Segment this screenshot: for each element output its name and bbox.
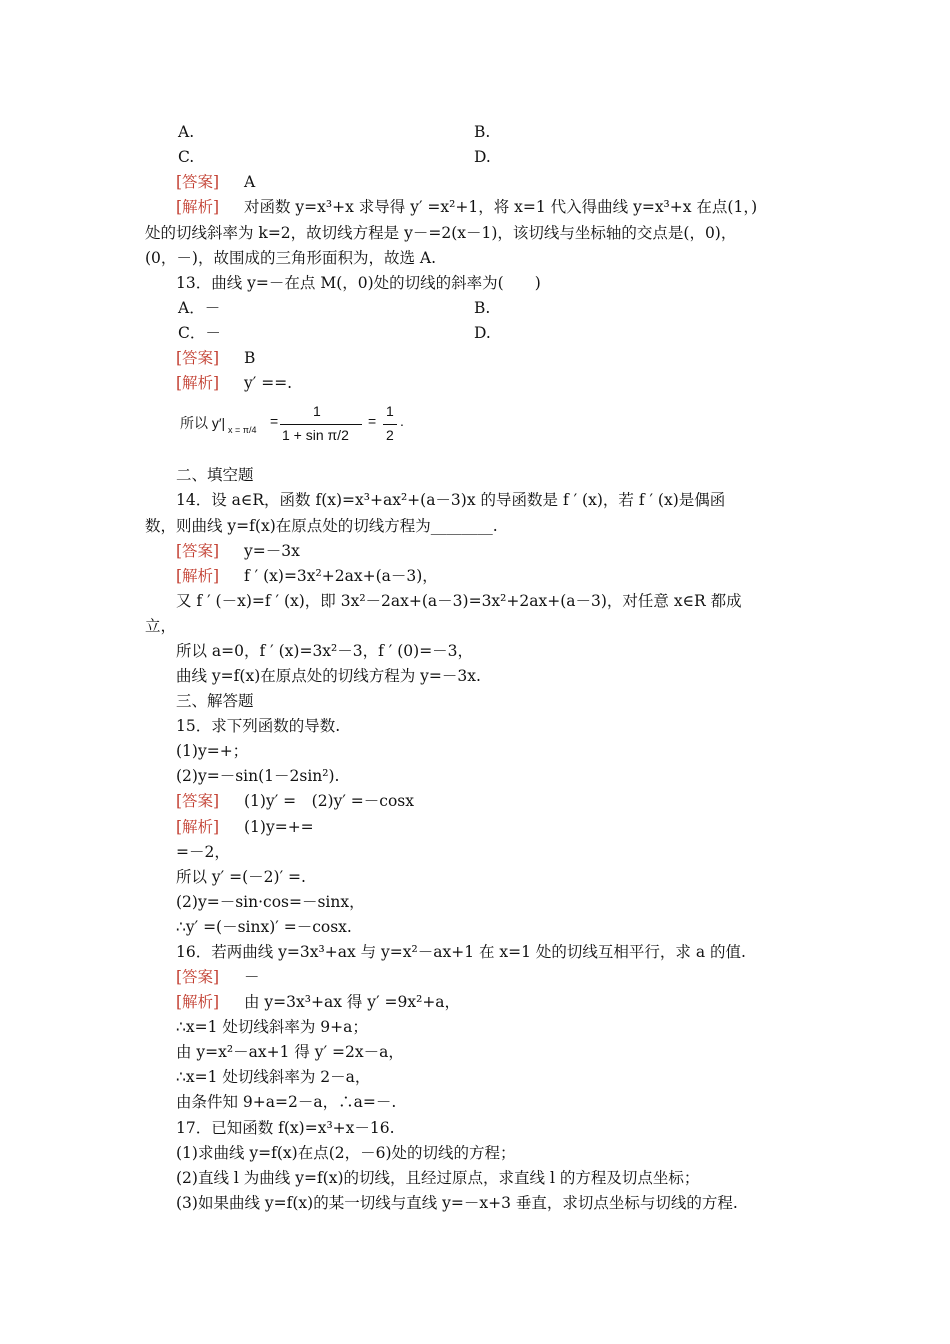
text-segment: 又 f ′ (－x)=f ′ (x)，即 3x²－2ax+(a－3)=3x²+2ax+(a－3)，对任意 x∈R 都成 [176, 592, 742, 610]
text-segment: 所以 a=0，f ′ (x)=3x²－3，f ′ (0)=－3， [176, 642, 474, 660]
text-segment: 对函数 y=x³+x 求导得 y′ =x²+1，将 x=1 代入得曲线 y=x³+x 在点(1，) [244, 198, 758, 216]
text-segment: 16．若两曲线 y=3x³+ax 与 y=x²－ax+1 在 x=1 处的切线互相平行，求 a 的值. [176, 943, 746, 961]
text-line [0, 764, 950, 789]
text-line [0, 915, 950, 940]
text-line [0, 1116, 950, 1141]
text-segment: 所以 y′ =(－2)′ =. [176, 868, 306, 886]
text-line [0, 539, 950, 564]
text-segment: 17．已知函数 f(x)=x³+x－16. [176, 1119, 395, 1137]
text-line [0, 1040, 950, 1065]
text-line [0, 321, 950, 346]
text-segment: 数，则曲线 y=f(x)在原点处的切线方程为________. [145, 517, 498, 535]
text-line [0, 664, 950, 689]
text-line [0, 271, 950, 296]
text-segment: B. [474, 299, 491, 317]
text-line [0, 514, 950, 539]
derivative-formula [180, 401, 480, 461]
text-segment: 由 y=x²－ax+1 得 y′ =2x－a， [176, 1043, 404, 1061]
text-line [0, 296, 950, 321]
text-segment: (1)y=+= [244, 818, 314, 836]
section-tag: [答案] [176, 968, 220, 986]
text-line [0, 120, 950, 145]
section-tag: [解析] [176, 374, 220, 392]
text-line [0, 589, 950, 614]
text-segment: 14．设 a∈R，函数 f(x)=x³+ax²+(a－3)x 的导函数是 f ′ (x)，若 f ′ (x)是偶函 [176, 491, 726, 509]
text-line [0, 815, 950, 840]
text-segment: A．－ [178, 299, 221, 317]
formula-result-denominator: 2 [386, 427, 394, 443]
text-segment: f ′ (x)=3x²+2ax+(a－3)， [244, 567, 438, 585]
text-segment: A. [178, 123, 195, 141]
text-line [0, 1166, 950, 1191]
text-segment: ∴y′ =(－sinx)′ =－cosx. [176, 918, 352, 936]
text-segment: =－2， [176, 843, 230, 861]
text-line [0, 789, 950, 814]
text-segment: B [244, 349, 256, 367]
text-line [0, 488, 950, 513]
text-line [0, 940, 950, 965]
text-segment: (3)如果曲线 y=f(x)的某一切线与直线 y=－x+3 垂直，求切点坐标与切线的方程. [176, 1194, 738, 1212]
section-tag: [答案] [176, 792, 220, 810]
text-line [0, 639, 950, 664]
text-line [0, 170, 950, 195]
text-segment: ∴x=1 处切线斜率为 9+a； [176, 1018, 368, 1036]
formula-end: . [400, 413, 404, 429]
section-tag: [解析] [176, 567, 220, 585]
text-line [0, 145, 950, 170]
text-line [0, 1065, 950, 1090]
text-segment: (2)直线 l 为曲线 y=f(x)的切线，且经过原点，求直线 l 的方程及切点坐标； [176, 1169, 700, 1187]
formula-subscript: x = π/4 [228, 425, 257, 435]
formula-equals-1: = [270, 413, 279, 429]
section-tag: [答案] [176, 349, 220, 367]
section-tag: [答案] [176, 173, 220, 191]
section-tag: [解析] [176, 198, 220, 216]
text-segment: 处的切线斜率为 k=2，故切线方程是 y－=2(x－1)，该切线与坐标轴的交点是(，0)， [145, 224, 737, 242]
text-segment: D. [474, 148, 491, 166]
text-segment: ∴x=1 处切线斜率为 2－a， [176, 1068, 371, 1086]
text-segment: 二、填空题 [176, 466, 254, 484]
text-segment: C. [178, 148, 195, 166]
text-segment: C．－ [178, 324, 221, 342]
text-line [0, 739, 950, 764]
text-segment: (1)y′ = (2)y′ =－cosx [244, 792, 415, 810]
formula-result-numerator: 1 [386, 403, 394, 419]
text-segment: A [244, 173, 256, 191]
text-segment: (2)y=－sin(1－2sin²). [176, 767, 340, 785]
text-line [0, 965, 950, 990]
text-line [0, 890, 950, 915]
text-segment: (2)y=－sin·cos=－sinx， [176, 893, 365, 911]
text-line [0, 1191, 950, 1216]
text-line [0, 990, 950, 1015]
text-line [0, 840, 950, 865]
text-line [0, 689, 950, 714]
section-tag: [答案] [176, 542, 220, 560]
text-line [0, 1141, 950, 1166]
text-segment: (1)求曲线 y=f(x)在点(2，－6)处的切线的方程； [176, 1144, 516, 1162]
formula-fraction-bar [280, 424, 362, 425]
text-line [0, 865, 950, 890]
text-segment: － [244, 968, 260, 986]
text-line [0, 714, 950, 739]
section-tag: [解析] [176, 993, 220, 1011]
text-segment: B. [474, 123, 491, 141]
text-segment: 立， [145, 617, 177, 635]
text-line [0, 564, 950, 589]
text-line [0, 1015, 950, 1040]
text-line [0, 195, 950, 220]
text-line [0, 371, 950, 396]
formula-numerator: 1 [313, 403, 321, 419]
text-segment: 三、解答题 [176, 692, 254, 710]
text-line [0, 346, 950, 371]
formula-prefix: 所以 y′| [180, 415, 226, 431]
text-segment: y′ ==. [244, 374, 293, 392]
text-line [0, 221, 950, 246]
text-segment: (1)y=+； [176, 742, 249, 760]
text-segment: 13．曲线 y=－在点 M(，0)处的切线的斜率为( ) [176, 274, 541, 292]
formula-equals-2: = [368, 413, 377, 429]
text-line [0, 246, 950, 271]
text-segment: 由条件知 9+a=2－a，∴a=－. [176, 1093, 397, 1111]
text-line [0, 614, 950, 639]
formula-denominator: 1 + sin π/2 [282, 427, 349, 443]
text-segment: 曲线 y=f(x)在原点处的切线方程为 y=－3x. [176, 667, 481, 685]
text-line [0, 1090, 950, 1115]
text-segment: D. [474, 324, 491, 342]
text-segment: y=－3x [244, 542, 300, 560]
formula-result-bar [383, 424, 397, 425]
section-tag: [解析] [176, 818, 220, 836]
text-segment: 由 y=3x³+ax 得 y′ =9x²+a， [244, 993, 461, 1011]
text-line [0, 463, 950, 488]
text-segment: 15．求下列函数的导数. [176, 717, 341, 735]
text-segment: (0，－)，故围成的三角形面积为，故选 A. [145, 249, 437, 267]
